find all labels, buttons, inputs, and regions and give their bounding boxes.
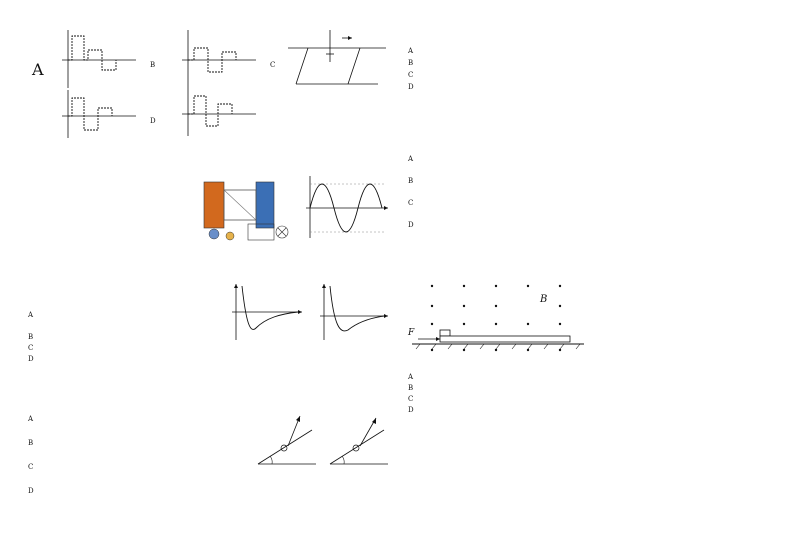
graph-option-d <box>178 86 258 136</box>
option-a-cont <box>40 417 248 428</box>
section-title <box>408 420 770 432</box>
field-label: B <box>540 294 548 305</box>
q12-stem-line <box>408 265 770 276</box>
q10-stem-line <box>28 525 390 536</box>
option-c[interactable] <box>408 62 770 79</box>
q13-stem-line <box>408 477 770 488</box>
q10-stem-line <box>28 536 390 547</box>
section-subheading <box>408 444 770 455</box>
option-key: B <box>28 333 34 341</box>
q8-stem-line <box>28 249 390 260</box>
option-c-cont <box>40 465 248 476</box>
graph-option-c <box>58 88 138 138</box>
option-b[interactable] <box>408 168 770 185</box>
circuit-figure-c <box>282 26 388 96</box>
option-c[interactable] <box>28 454 248 471</box>
q8-stem-line <box>28 205 196 216</box>
option-key: B <box>408 177 414 185</box>
option-key: C <box>408 199 414 207</box>
question-13 <box>408 466 770 506</box>
q11-stem-line <box>408 119 770 130</box>
option-key: A <box>408 373 414 381</box>
option-key: A <box>408 47 414 55</box>
question-10-continued <box>408 26 770 91</box>
option-key: A <box>28 311 34 319</box>
option-c[interactable] <box>408 190 770 207</box>
potential-energy-graph <box>312 282 390 346</box>
graph-option-a <box>58 28 138 90</box>
option-key: C <box>408 71 414 79</box>
question-12 <box>408 232 770 412</box>
q8-stem-line <box>28 194 196 205</box>
q8-stem-line <box>28 183 196 194</box>
incline-figure-left <box>254 410 318 468</box>
q10-lead <box>408 26 770 37</box>
option-key: D <box>28 355 34 363</box>
option-d[interactable] <box>408 397 770 414</box>
sine-wave-figure <box>296 172 390 244</box>
q13-stem-line <box>408 466 770 477</box>
option-key: A <box>28 415 34 423</box>
option-key: D <box>408 221 414 229</box>
question-10 <box>28 514 390 554</box>
option-key: D <box>408 83 414 91</box>
q8-stem-line <box>28 172 196 183</box>
option-a[interactable] <box>28 406 248 423</box>
option-key: A <box>408 155 414 163</box>
q12-stem-line <box>408 232 770 243</box>
q12-stem-line <box>408 254 770 265</box>
option-label-a: A <box>32 60 44 79</box>
option-a[interactable] <box>408 146 770 163</box>
q8-stem-line <box>28 216 196 227</box>
graph-option-b <box>178 28 258 90</box>
option-d[interactable] <box>408 74 770 91</box>
option-d[interactable] <box>28 478 390 495</box>
q8-stem-line <box>28 271 390 282</box>
option-b[interactable] <box>408 375 770 392</box>
q9-stem-line <box>28 382 390 393</box>
option-d[interactable] <box>408 212 770 229</box>
right-column <box>408 26 770 552</box>
option-label-d: D <box>150 117 156 125</box>
option-a[interactable] <box>28 302 248 319</box>
option-d[interactable] <box>28 346 248 363</box>
option-c[interactable] <box>408 386 770 403</box>
q8-stem-line <box>28 260 390 271</box>
option-b-cont <box>40 441 248 452</box>
force-graph <box>224 282 304 346</box>
option-c[interactable] <box>28 335 248 352</box>
q7-graph-options <box>28 26 390 136</box>
option-label-b: B <box>150 61 156 69</box>
q11-stem-line <box>408 130 770 141</box>
option-b[interactable] <box>28 430 248 447</box>
q12-stem-line <box>408 243 770 254</box>
q13-stem-line <box>408 488 770 499</box>
option-key: B <box>408 59 414 67</box>
option-label-c: C <box>270 61 276 69</box>
option-key: B <box>408 384 414 392</box>
force-label: F <box>408 328 415 338</box>
option-key: C <box>28 463 34 471</box>
incline-figure-right <box>326 410 390 468</box>
option-key: D <box>28 487 34 495</box>
option-a[interactable] <box>408 364 770 381</box>
option-d-cont <box>40 357 248 368</box>
q10-stem-line <box>28 514 390 525</box>
option-key: B <box>28 439 34 447</box>
question-11 <box>408 108 770 229</box>
transformer-figure <box>200 172 294 244</box>
option-key: C <box>408 395 414 403</box>
option-a-cont <box>40 313 248 324</box>
question-9 <box>28 382 390 502</box>
q9-stem-line <box>28 393 390 404</box>
option-a[interactable] <box>408 38 770 55</box>
q8-stem-line <box>28 227 196 238</box>
option-key: C <box>28 344 34 352</box>
option-b[interactable] <box>408 50 770 67</box>
option-key: D <box>408 406 414 414</box>
option-b[interactable] <box>28 324 248 341</box>
board-field-figure <box>408 280 598 358</box>
q8-stem-line <box>28 238 196 249</box>
q11-stem-line <box>408 108 770 119</box>
question-8 <box>28 172 390 362</box>
left-column <box>28 26 390 552</box>
